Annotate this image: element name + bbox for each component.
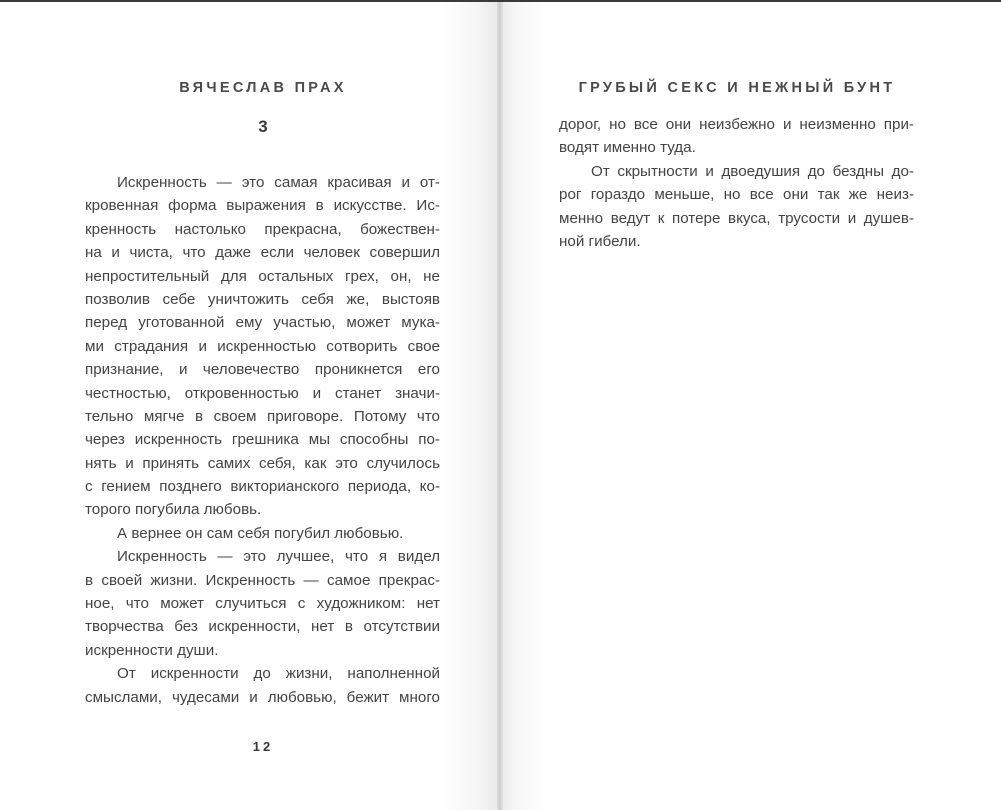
text-line: ми страдания и искренностью сотворить свое — [85, 337, 440, 355]
text-line: От скрытности и двоедушия до бездны до- — [591, 162, 914, 180]
text-line: нять и принять самих себя, как это случилось — [85, 454, 440, 472]
text-line: Искренность — это лучшее, что я видел — [117, 548, 440, 566]
text-line: в своей жизни. Искренность — самое прекрас- — [85, 571, 440, 589]
left-page-text — [85, 171, 440, 709]
text-line: тельно мягче в своем приговоре. Потому что — [85, 407, 440, 425]
text-line: дорог, но все они неизбежно и неизменно при- — [559, 116, 914, 133]
text-line: От искренности до жизни, наполненной — [117, 665, 440, 683]
right-page-text — [559, 113, 914, 253]
text-line: рог гораздо меньше, но все они так же неиз- — [559, 186, 914, 204]
right-running-head: ГРУБЫЙ СЕКС И НЕЖНЫЙ БУНТ — [578, 80, 896, 96]
text-line: Искренность — это самая красивая и от- — [117, 174, 440, 191]
left-page — [0, 2, 500, 810]
left-running-head: ВЯЧЕСЛАВ ПРАХ — [179, 80, 347, 96]
text-line: менно ведут к потере вкуса, трусости и душев- — [559, 209, 914, 227]
text-line: с гением позднего викторианского периода, ко- — [85, 478, 440, 496]
text-line: кровенная форма выражения в искусстве. Ис- — [85, 197, 440, 215]
text-line: честностью, откровенностью и станет значи- — [85, 384, 440, 402]
text-line: кренность настолько прекрасна, божествен- — [85, 220, 440, 238]
text-line: ное, что может случиться с художником: нет — [85, 595, 440, 613]
text-line: водят именно туда. — [559, 139, 696, 157]
text-line: непростительный для остальных грех, он, не — [85, 267, 440, 285]
text-line: перед уготованной ему участью, может мука- — [85, 314, 440, 332]
text-line: А вернее он сам себя погубил любовью. — [117, 524, 404, 542]
text-line: смыслами, чудесами и любовью, бежит много — [85, 688, 440, 706]
text-line: на и чиста, что даже если человек совершил — [85, 244, 440, 262]
text-line: творчества без искренности, нет в отсутствии — [85, 618, 440, 636]
page-number: 12 — [252, 739, 274, 754]
text-line: через искренность грешника мы способны по- — [85, 431, 440, 449]
text-line: искренности души. — [85, 641, 219, 659]
text-line: ной гибели. — [559, 232, 641, 250]
text-line: признание, и человечество проникнется его — [85, 361, 440, 379]
text-line: позволив себе уничтожить себя же, выстояв — [85, 290, 440, 308]
chapter-number: 3 — [258, 117, 268, 136]
text-line: торого погубила любовь. — [85, 501, 262, 519]
book-gutter — [497, 2, 503, 810]
right-page — [500, 2, 1001, 810]
